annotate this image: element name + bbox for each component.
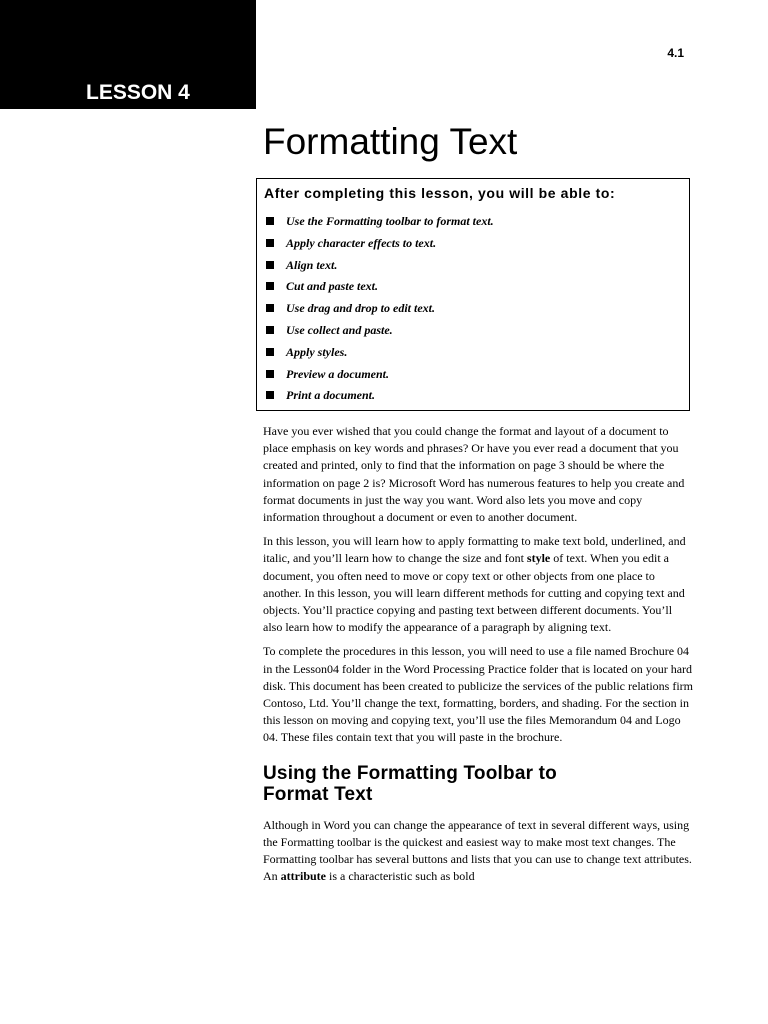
square-bullet-icon (266, 370, 274, 378)
objective-item (265, 387, 494, 409)
objective-text: Apply styles. (286, 344, 348, 359)
objective-text: Use the Formatting toolbar to format text. (286, 214, 494, 228)
objectives-heading: After completing this lesson, you will be able to: (264, 185, 616, 201)
page-title: Formatting Text (263, 121, 518, 162)
section-text-continued: is a characteristic such as bold (326, 869, 475, 884)
objective-text: Preview a document. (286, 366, 389, 381)
procedures-paragraph: To complete the procedures in this lesson, you will need to use a file named Brochure 04 in the Lesson04 folder in the Word Processing Practice folder that is located on your hard disk. This document has been created to publicize the services of the public relations firm Contoso, Ltd. You’ll change the text, formatting, borders, and shading. For the section in this lesson on moving and copying text, you’ll use the files Memorandum 04 and Logo 04. These files contain text that you will paste in the brochure. (263, 644, 693, 745)
section-paragraph (263, 817, 693, 886)
square-bullet-icon (266, 391, 274, 399)
section-heading (263, 763, 693, 805)
square-bullet-icon (266, 217, 274, 225)
objectives-box (256, 178, 690, 411)
lesson-label: LESSON 4 (86, 81, 190, 104)
objective-text: Print a document. (286, 388, 376, 403)
objective-item (265, 257, 494, 279)
square-bullet-icon (266, 239, 274, 247)
objective-item (265, 300, 494, 322)
objective-text: Apply character effects to text. (286, 235, 437, 250)
section-text: Although in Word you can change the appearance of text in several different ways, using the Formatting toolbar is the quickest and easiest way to make most text changes. The Formatting toolbar has several buttons and lists that you can use to change text attributes. An (263, 817, 692, 884)
objective-item (265, 235, 494, 257)
page-number: 4.1 (667, 46, 684, 60)
objectives-list (265, 213, 494, 409)
body-text (263, 423, 693, 892)
objective-text: Use collect and paste. (286, 322, 393, 337)
square-bullet-icon (266, 282, 274, 290)
square-bullet-icon (266, 348, 274, 356)
objective-item (265, 278, 494, 300)
objective-item (265, 322, 494, 344)
intro-paragraph: Have you ever wished that you could change the format and layout of a document to place emphasis on key words and phrases? Or have you ever read a document that you created and printed, only to find that the information on page 3 should be where the information on page 2 is? Microsoft Word has numerous features to help you create and format documents in just the way you want. Word also lets you move and copy information throughout a document or even to another document. (263, 424, 685, 525)
square-bullet-icon (266, 304, 274, 312)
objective-item (265, 213, 494, 235)
term-style: style (526, 551, 551, 566)
objective-text: Cut and paste text. (286, 279, 379, 294)
objective-text: Align text. (286, 257, 338, 272)
lesson-overview-paragraph (263, 533, 693, 636)
objective-item (265, 344, 494, 366)
square-bullet-icon (266, 261, 274, 269)
section-heading-line: Using the Formatting Toolbar to (263, 762, 557, 784)
term-attribute: attribute (280, 869, 326, 884)
section-heading-line: Format Text (263, 783, 373, 805)
lesson-overview-text: In this lesson, you will learn how to apply formatting to make text bold, underlined, and italic, and you’ll learn how to change the size and font (263, 534, 686, 566)
lesson-overview-text-continued: of text. When you edit a document, you often need to move or copy text or other objects from one place to another. In this lesson, you will learn different methods for cutting and copying text and objects. You’ll practice copying and pasting text between different documents. You’ll also learn how to modify the appearance of a paragraph by aligning text. (263, 551, 685, 635)
objective-text: Use drag and drop to edit text. (286, 301, 435, 316)
objective-item (265, 366, 494, 388)
square-bullet-icon (266, 326, 274, 334)
